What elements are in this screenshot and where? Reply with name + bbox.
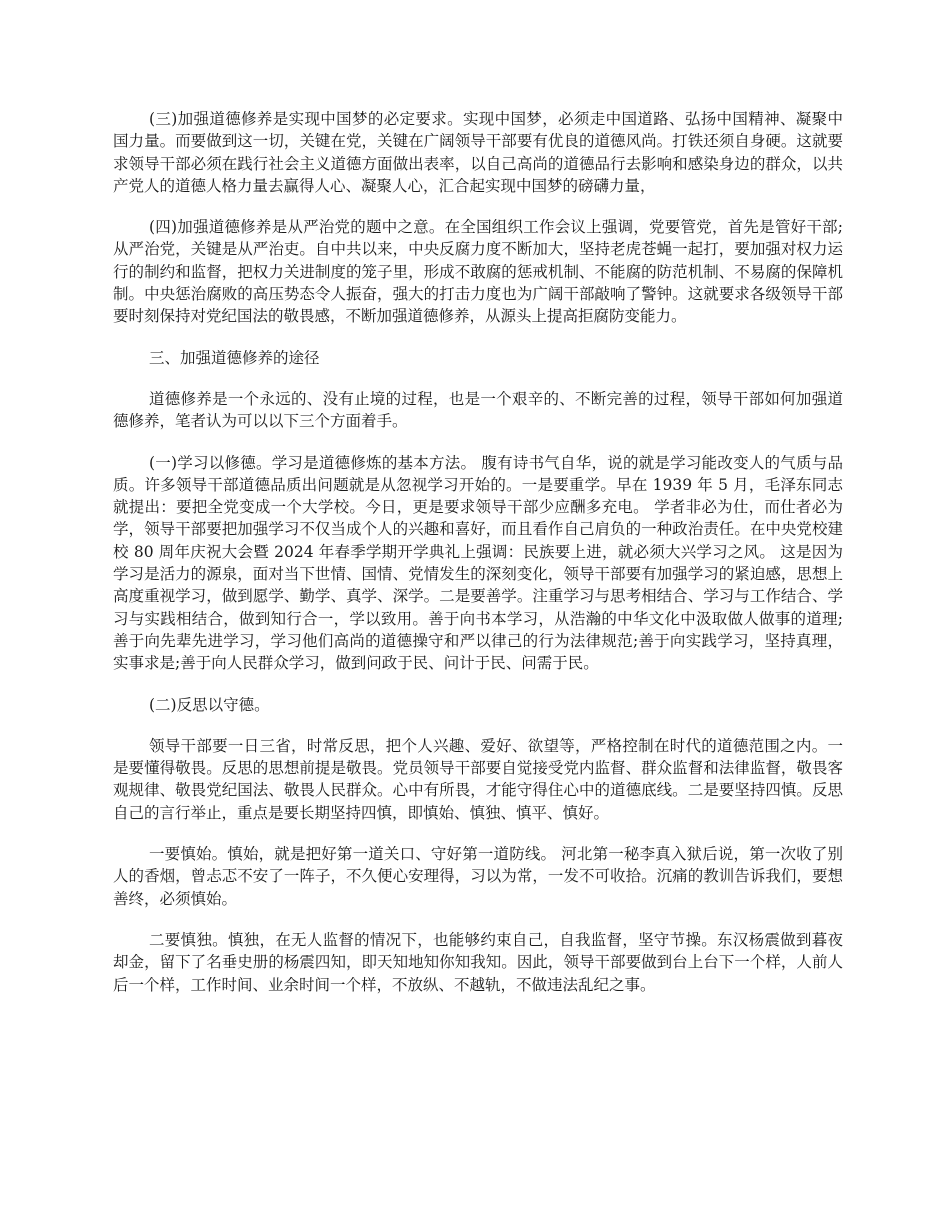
paragraph-learning-cultivates-morality: (一)学习以修德。学习是道德修炼的基本方法。 腹有诗书气自华，说的就是学习能改变人的气质与品质。许多领导干部道德品质出问题就是从忽视学习开始的。一是要重学。早在 1939 年 5 月，毛泽东同志就提出：要把全党变成一个大学校。今日，更是要求领导干部少应酬多充电。 学者非必为仕，而仕者必为学，领导干部要把加强学习不仅当成个人的兴趣和喜好，而且看作自己肩负的一种政治责任。在中央党校建校 80 周年庆祝大会暨 2024 年春季学期开学典礼上强调：民族要上进，就必须大兴学习之风。 这是因为学习是活力的源泉，面对当下世情、国情、党情发生的深刻变化，领导干部要有加强学习的紧迫感，思想上高度重视学习，做到愿学、勤学、真学、深学。二是要善学。注重学习与思考相结合、学习与工作结合、学习与实践相结合，做到知行合一，学以致用。善于向书本学习，从浩瀚的中华文化中汲取做人做事的道理;善于向先辈先进学习，学习他们高尚的道德操守和严以律己的行为法律规范;善于向实践学习，坚持真理，实事求是;善于向人民群众学习，做到问政于民、问计于民、问需于民。 (113, 453, 843, 673)
paragraph-intro-approaches: 道德修养是一个永远的、没有止境的过程，也是一个艰辛的、不断完善的过程，领导干部如何加强道德修养，笔者认为可以以下三个方面着手。 (113, 389, 843, 431)
paragraph-reflection-awe: 领导干部要一日三省，时常反思，把个人兴趣、爱好、欲望等，严格控制在时代的道德范围之内。一是要懂得敬畏。反思的思想前提是敬畏。党员领导干部要自觉接受党内监督、群众监督和法律监督，敬畏客观规律、敬畏党纪国法、敬畏人民群众。心中有所畏，才能守得住心中的道德底线。二是要坚持四慎。反思自己的言行举止，重点是要长期坚持四慎，即慎始、慎独、慎平、慎好。 (113, 736, 843, 822)
section-heading-approaches: 三、加强道德修养的途径 (149, 348, 320, 367)
subheading-reflection: (二)反思以守德。 (149, 695, 270, 714)
paragraph-dedication-chinese-dream: (三)加强道德修养是实现中国梦的必定要求。实现中国梦，必须走中国道路、弘扬中国精神、凝聚中国力量。而要做到这一切，关键在党，关键在广阔领导干部要有优良的道德风尚。打铁还须自身硬。这就要求领导干部必须在践行社会主义道德方面做出表率，以自己高尚的道德品行去影响和感染身边的群众，以共产党人的道德人格力量去赢得人心、凝聚人心，汇合起实现中国梦的磅礴力量， (113, 110, 843, 195)
paragraph-strict-party-governance: (四)加强道德修养是从严治党的题中之意。在全国组织工作会议上强调，党要管党，首先是管好干部;从严治党，关键是从严治吏。自中共以来，中央反腐力度不断加大，坚持老虎苍蝇一起打，要加强对权力运行的制约和监督，把权力关进制度的笼子里，形成不敢腐的惩戒机制、不能腐的防范机制、不易腐的保障机制。中央惩治腐败的高压势态令人振奋，强大的打击力度也为广阔干部敲响了警钟。这就要求各级领导干部要时刻保持对党纪国法的敬畏感，不断加强道德修养，从源头上提高拒腐防变能力。 (113, 218, 843, 326)
paragraph-caution-alone: 二要慎独。慎独，在无人监督的情况下，也能够约束自己，自我监督，坚守节操。东汉杨震做到暮夜却金，留下了名垂史册的杨震四知，即天知地知你知我知。因此，领导干部要做到台上台下一个样，人前人后一个样，工作时间、业余时间一个样，不放纵、不越轨，不做违法乱纪之事。 (113, 930, 843, 994)
document-body (113, 108, 843, 1015)
paragraph-caution-beginning: 一要慎始。慎始，就是把好第一道关口、守好第一道防线。 河北第一秘李真入狱后说，第一次收了别人的香烟，曾忐忑不安了一阵子，不久便心安理得，习以为常，一发不可收拾。沉痛的教训告诉我们，要想善终，必须慎始。 (113, 845, 843, 908)
